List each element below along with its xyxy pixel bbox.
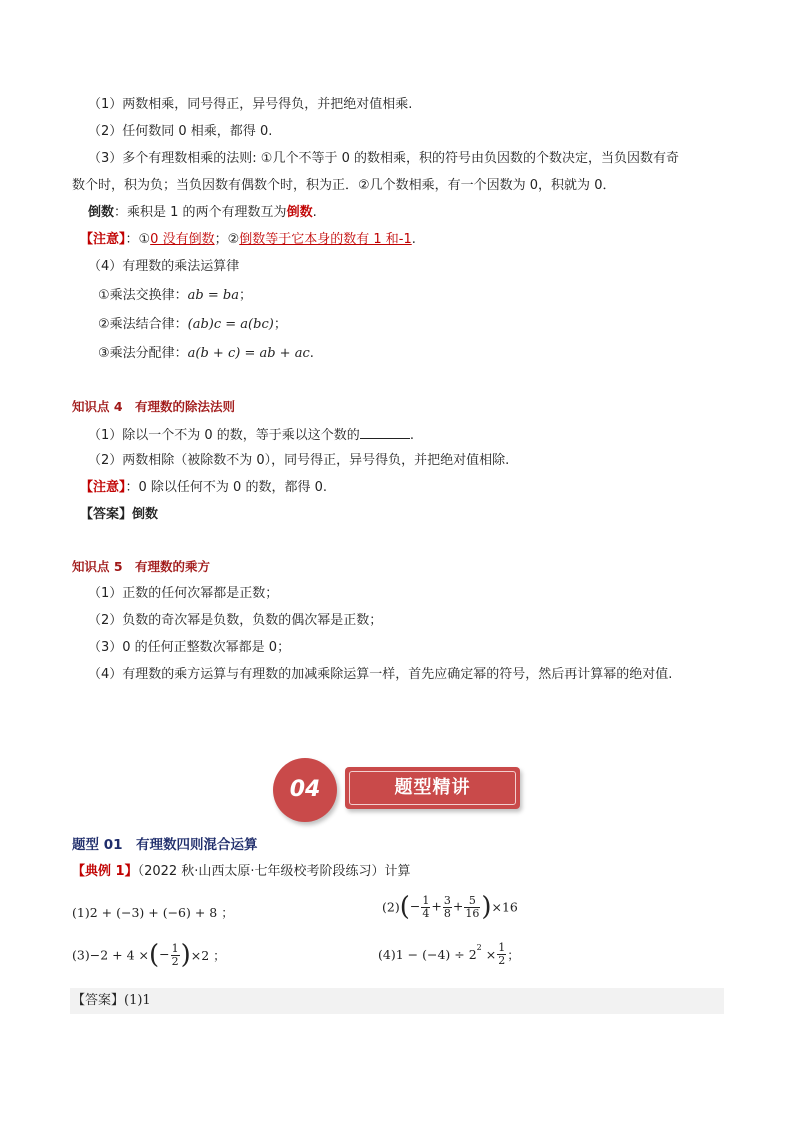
kp4-answer: 【答案】倒数 — [80, 507, 159, 522]
fraction: $\frac{5}{16}$ — [465, 893, 480, 920]
kp5-rule-2: （2）负数的奇次幂是负数，负数的偶次幂是正数； — [88, 613, 383, 628]
reciprocal-definition: 倒数：乘积是 1 的两个有理数互为倒数. — [88, 205, 317, 220]
fraction: $\frac{3}{8}$ — [443, 893, 451, 920]
note-label: 【注意】 — [80, 232, 126, 247]
kp4-title: 知识点 4 有理数的除法法则 — [72, 399, 236, 414]
kp5-rule-4: （4）有理数的乘方运算与有理数的加减乘除运算一样，首先应确定幂的符号，然后再计算幂的绝对值. — [88, 667, 673, 682]
mult-rule-4: （4）有理数的乘法运算律 — [88, 259, 240, 274]
kp5-title: 知识点 5 有理数的乘方 — [72, 559, 211, 574]
mult-rule-1: （1）两数相乘，同号得正，异号得负，并把绝对值相乘. — [88, 97, 413, 112]
fill-blank[interactable] — [360, 425, 410, 439]
type01-title: 题型 01 有理数四则混合运算 — [72, 837, 258, 853]
kp5-rule-3: （3）0 的任何正整数次幂都是 0； — [88, 640, 291, 655]
section-title-banner: 题型精讲 — [345, 767, 520, 809]
problem-2: (2)(− $\frac{1}{4}$ + $\frac{3}{8}$ + $\frac{5}{16}$ )×16 — [382, 892, 518, 922]
fraction: $\frac{1}{2}$ — [171, 941, 179, 968]
kp4-rule-1: （1）除以一个不为 0 的数，等于乘以这个数的 . — [88, 425, 414, 445]
fraction: $\frac{1}{4}$ — [422, 893, 430, 920]
reciprocal-word: 倒数 — [286, 205, 313, 220]
problem-4: $(4)1 - (-4) \div 2^2$ × $\frac{1}{2}$ ； — [378, 941, 520, 967]
mult-rule-2: （2）任何数同 0 相乘，都得 0. — [88, 124, 273, 139]
reciprocal-note: 【注意】：①0 没有倒数；②倒数等于它本身的数有 1 和-1. — [80, 232, 416, 247]
example-1-header: 【典例 1】（2022 秋·山西太原·七年级校考阶段练习）计算 — [72, 864, 411, 879]
answer-bar — [70, 988, 724, 1014]
mult-rule-3a: （3）多个有理数相乘的法则: ①几个不等于 0 的数相乘，积的符号由负因数的个数决定，当负因数有奇 — [88, 151, 679, 166]
kp4-rule-2: （2）两数相除（被除数不为 0），同号得正，异号得负，并把绝对值相除. — [88, 453, 510, 468]
example-1-answer: 【答案】(1)1 — [72, 993, 151, 1008]
distributive-law: ③乘法分配律：a(b + c) = ab + ac. — [98, 346, 314, 361]
commutative-law: ①乘法交换律：ab = ba； — [98, 288, 252, 303]
fraction: $\frac{1}{2}$ — [498, 941, 506, 967]
mult-rule-3b: 数个时，积为负；当负因数有偶数个时，积为正．②几个数相乘，有一个因数为 0，积就为 0． — [72, 178, 616, 193]
section-number-badge: 04 — [273, 758, 337, 822]
kp5-rule-1: （1）正数的任何次幂都是正数； — [88, 586, 279, 601]
reciprocal-label: 倒数 — [88, 205, 115, 220]
associative-law: ②乘法结合律：(ab)c = a(bc)； — [98, 317, 287, 332]
kp4-note: 【注意】：0 除以任何不为 0 的数，都得 0. — [80, 480, 327, 495]
problem-3: (3)−2 + 4 ×(− $\frac{1}{2}$ )×2 ； — [72, 940, 226, 970]
problem-1: (1)2 + (−3) + (−6) + 8 ； — [72, 905, 234, 920]
